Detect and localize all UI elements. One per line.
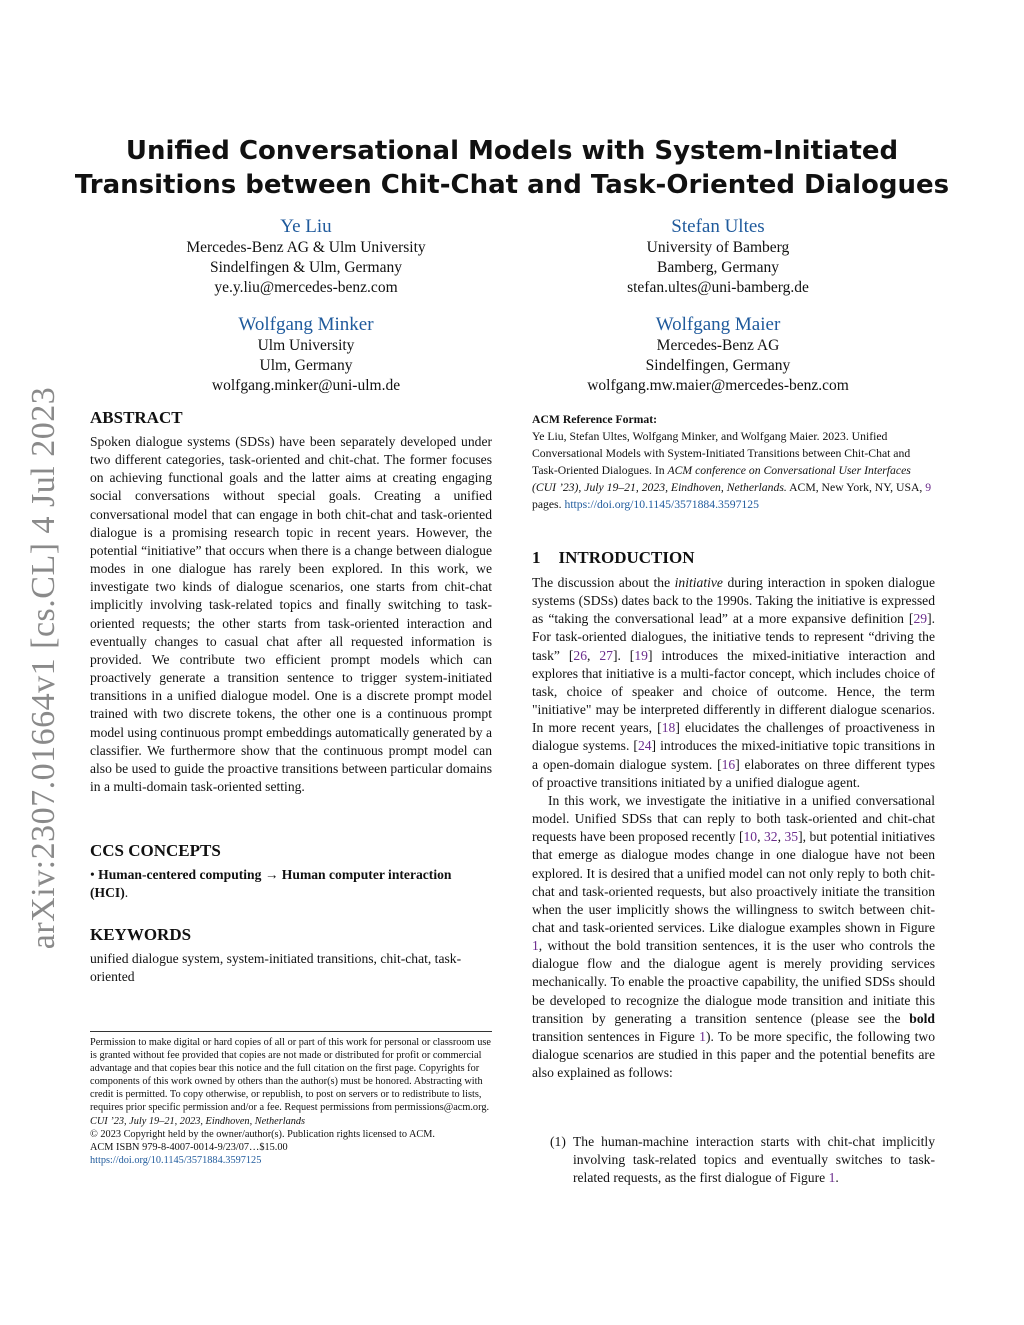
acm-reference-publisher: ACM, New York, NY, USA, — [786, 480, 926, 494]
citation-link[interactable]: 10 — [743, 829, 758, 845]
figure-link[interactable]: 1 — [699, 1028, 706, 1044]
enumerated-item — [532, 1133, 935, 1187]
abstract-heading: ABSTRACT — [90, 408, 183, 427]
ccs-concept: Human-centered computing → Human computer interaction (HCI) — [90, 867, 452, 901]
ccs-bullet: • — [90, 867, 95, 882]
list-marker: (1) — [550, 1134, 566, 1149]
intro-paragraph-2: In this work, we investigate the initiative in a unified conversational model. Unified SDSs that can reply to both task-oriented and chit-chat requests have been proposed recently [10, 32, 35], but potential initiatives that emerge as dialogue modes change in one dialogue have not been explored. It is desired that a unified model can not only reply to both chit-chat and task-oriented requests, but also proactively initiate the transition when the user implicitly shows the willingness to switch between chit-chat and task-oriented services. Like dialogue examples shown in Figure 1, without the bold transition sentences, it is the user who controls the dialogue flow and the dialogue agent is merely providing services mechanically. To enable the proactive capability, the unified SDSs should be developed to recognize the dialogue mode transition and initiate this transition by generating a transition sentence (please see the bold transition sentences in Figure 1). To be more specific, the following two dialogue scenarios are studied in this paper and the potential benefits are also explained as follows: — [532, 792, 936, 1081]
acm-reference-doi[interactable]: https://doi.org/10.1145/3571884.3597125 — [564, 497, 759, 511]
acm-reference-label: ACM Reference Format: — [532, 413, 658, 426]
doi-link[interactable]: https://doi.org/10.1145/3571884.3597125 — [90, 1154, 262, 1166]
copyright-line: © 2023 Copyright held by the owner/author(s). Publication rights licensed to ACM. — [90, 1128, 436, 1140]
arxiv-stamp — [14, 378, 74, 958]
author-affiliation: University of Bamberg — [646, 239, 790, 256]
author-name[interactable]: Ye Liu — [280, 216, 332, 237]
ccs-heading: CCS CONCEPTS — [90, 841, 221, 860]
section-number: 1 — [532, 548, 541, 567]
arxiv-stamp-text: arXiv:2307.01664v1 [cs.CL] 4 Jul 2023 — [25, 386, 63, 950]
author-block — [518, 216, 918, 298]
introduction-body — [532, 574, 935, 1082]
citation-link[interactable]: 35 — [784, 829, 799, 845]
author-email: stefan.ultes@uni-bamberg.de — [627, 279, 809, 296]
figure-link[interactable]: 1 — [532, 938, 539, 954]
author-email: wolfgang.mw.maier@mercedes-benz.com — [587, 377, 849, 394]
venue-line: CUI ’23, July 19–21, 2023, Eindhoven, Netherlands — [90, 1115, 306, 1127]
author-affiliation: Mercedes-Benz AG — [656, 337, 780, 354]
keywords-text: unified dialogue system, system-initiated transitions, chit-chat, task-oriented — [90, 951, 462, 985]
citation-link[interactable]: 24 — [637, 738, 652, 754]
intro-paragraph-1: The discussion about the initiative during interaction in spoken dialogue systems (SDSs) dates back to the 1990s. Taking the initiative is expressed as “taking the conversational lead” at a more expansive definition [29]. For task-oriented dialogues, the initiative tends to represent “driving the task” [26, 27]. [19] introduces the mixed-initiative interaction and explores that initiative is a multi-factor concept, which includes choice of task, choice of speaker and choice of outcome. Hence, the term "initiative" may be interpreted differently in different dialogue scenarios. In more recent years, [18] elucidates the challenges of proactiveness in dialogue systems. [24] introduces the mixed-initiative topic transitions in a open-domain dialogue system. [16] elaborates on three different types of proactive transitions initiated by a unified dialogue agent. — [532, 575, 936, 790]
paper-title: Unified Conversational Models with System-Initiated Transitions between Chit-Chat and Task-Oriented Dialogues — [74, 136, 950, 200]
author-name[interactable]: Stefan Ultes — [671, 216, 765, 237]
keywords-heading: KEYWORDS — [90, 925, 192, 944]
acm-reference-authors: Ye Liu, Stefan Ultes, Wolfgang Minker, and Wolfgang Maier. 2023. Unified Conversational Models with System-Initiated Transitions between Chit-Chat and Task-Oriented Dialogues. In — [532, 429, 911, 477]
acm-reference-pages[interactable]: 9 — [925, 480, 932, 494]
footnote-divider — [90, 1031, 492, 1032]
citation-link[interactable]: 29 — [913, 611, 928, 627]
author-location: Bamberg, Germany — [657, 259, 779, 276]
author-affiliation: Mercedes-Benz AG & Ulm University — [186, 239, 426, 256]
author-location: Sindelfingen, Germany — [645, 357, 791, 374]
author-email: wolfgang.minker@uni-ulm.de — [211, 377, 401, 394]
isbn-line: ACM ISBN 979-8-4007-0014-9/23/07…$15.00 — [90, 1141, 288, 1153]
copyright-footnote — [90, 1036, 492, 1167]
author-block — [106, 314, 506, 396]
abstract-text — [90, 433, 492, 796]
author-location: Ulm, Germany — [259, 357, 353, 374]
ccs-concepts — [90, 866, 492, 902]
acm-reference-pages-word: pages. — [532, 497, 565, 511]
abstract-paragraph: Spoken dialogue systems (SDSs) have been separately developed under two different categories, task-oriented and chit-chat. The former focuses on achieving functional goals and the latter aims at creating engaging social conversations without special goals. Creating a unified conversational model that can engage in both chit-chat and task-oriented dialogue is a promising research topic in recent years. However, the potential “initiative” that occurs when there is a change between dialogue modes in one dialogue has rarely been explored. In this work, we investigate two kinds of dialogue scenarios, one starts from chit-chat implicitly involving task-related topics and finally switching to task-oriented requests; the other starts from task-oriented interaction and eventually changes to casual chat after all requested information is provided. We contribute two efficient prompt models which can proactively generate a transition sentence to trigger system-initiated transitions in a unified dialogue model. One is a discrete prompt model trained with two discrete tokens, the other one is a continuous prompt model using continuous prompt embeddings automatically generated by a classifier. We furthermore show that the continuous prompt model can also be used to guide the proactive transitions between particular domains in a multi-domain task-oriented setting. — [90, 434, 492, 794]
author-location: Sindelfingen & Ulm, Germany — [210, 259, 402, 276]
acm-reference-venue: ACM conference on Conversational User Interfaces (CUI ’23), July 19–21, 2023, Eindhoven, Netherlands. — [532, 463, 911, 494]
author-email: ye.y.liu@mercedes-benz.com — [214, 279, 398, 296]
author-block — [106, 216, 506, 298]
author-block — [518, 314, 918, 396]
ccs-end: . — [124, 885, 129, 901]
citation-link[interactable]: 27 — [599, 647, 613, 663]
introduction-heading — [532, 548, 695, 568]
author-name[interactable]: Wolfgang Minker — [238, 314, 374, 335]
list-item-text: The human-machine interaction starts with chit-chat implicitly involving task-related topics and eventually switches to task-related requests, as the first dialogue of Figure 1. — [573, 1134, 935, 1186]
author-affiliation: Ulm University — [257, 337, 355, 354]
author-name[interactable]: Wolfgang Maier — [655, 314, 781, 335]
citation-link[interactable]: 16 — [721, 756, 736, 772]
citation-link[interactable]: 32 — [763, 829, 778, 845]
citation-link[interactable]: 19 — [634, 647, 648, 663]
figure-link[interactable]: 1 — [828, 1170, 836, 1186]
citation-link[interactable]: 26 — [573, 647, 587, 663]
section-title: INTRODUCTION — [558, 548, 695, 567]
citation-link[interactable]: 18 — [661, 720, 676, 736]
acm-reference — [532, 412, 935, 513]
permission-notice: Permission to make digital or hard copies of all or part of this work for personal or classroom use is granted without fee provided that copies are not made or distributed for profit or commercial advantage and that copies bear this notice and the full citation on the first page. Copyrights for components of this work owned by others than the author(s) must be honored. Abstracting with credit is permitted. To copy otherwise, or republish, to post on servers or to redistribute to lists, requires prior specific permission and/or a fee. Request permissions from permissions@acm.org. — [90, 1037, 491, 1114]
